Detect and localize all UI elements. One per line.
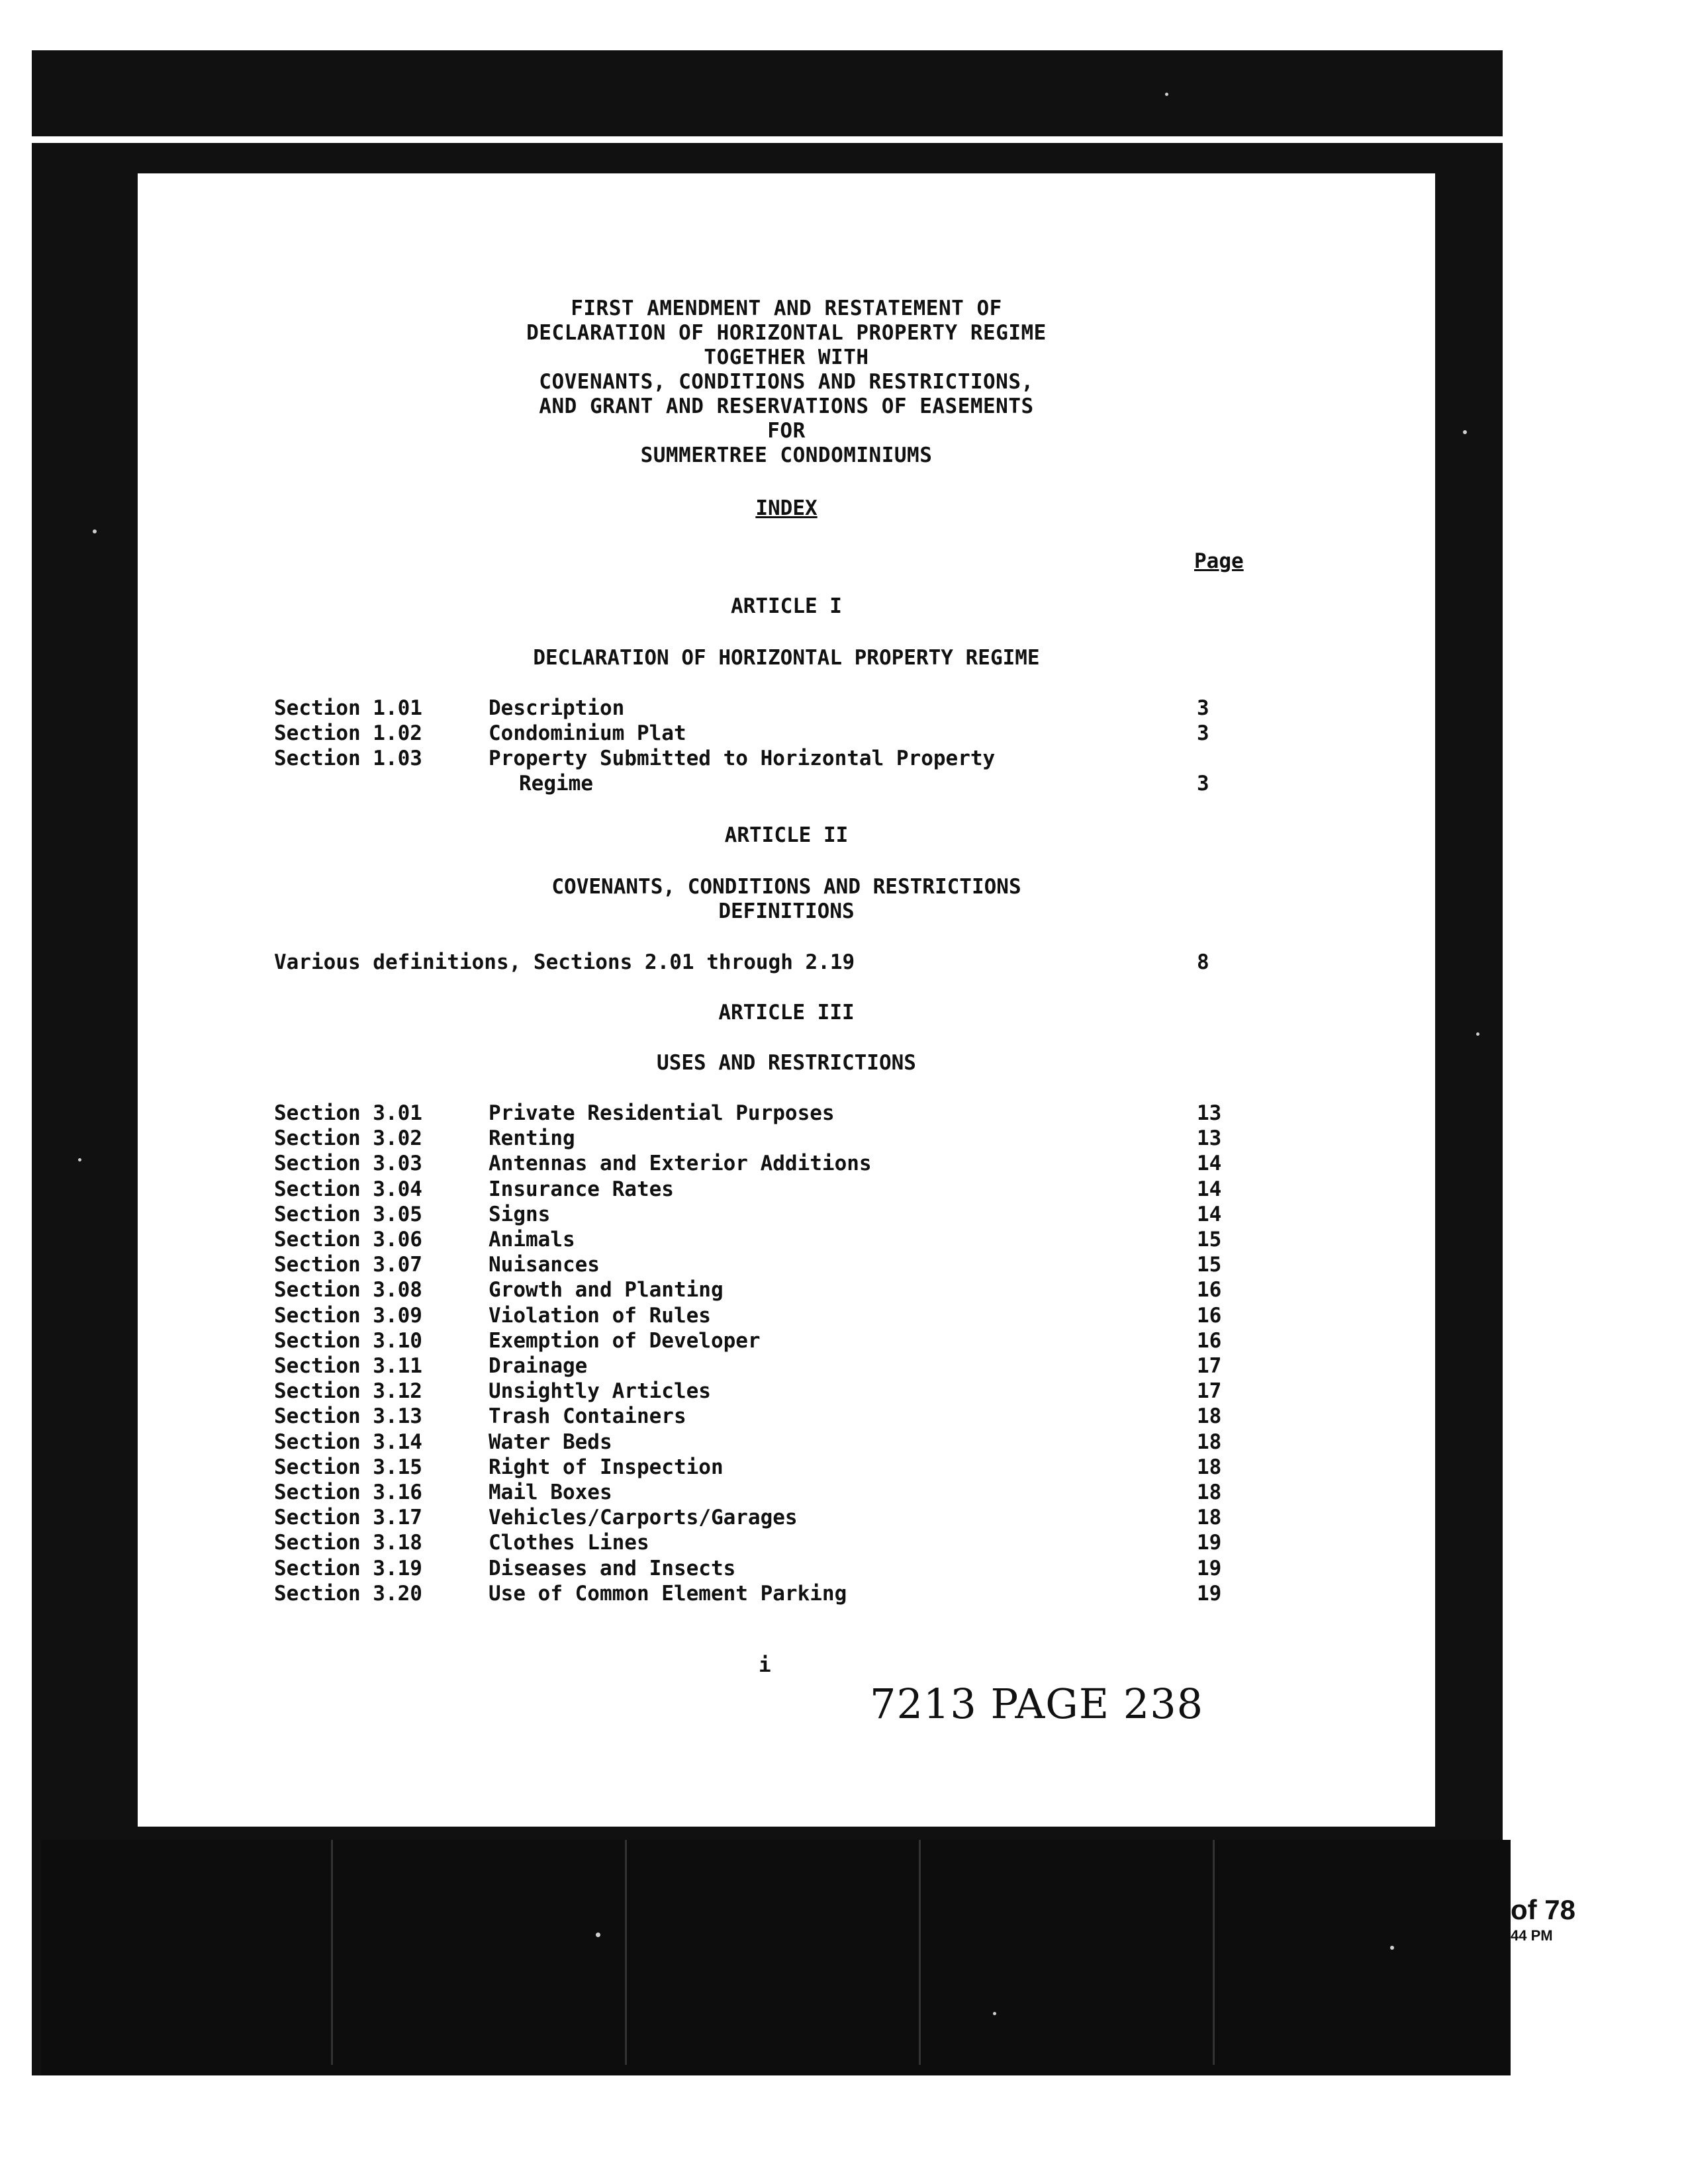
section-title: Unsightly Articles <box>489 1379 711 1404</box>
section-page: 14 <box>1197 1152 1222 1176</box>
section-page: 14 <box>1197 1202 1222 1226</box>
scan-border-bottom <box>41 1840 1511 2075</box>
article-1-label: ARTICLE I <box>731 594 842 618</box>
section-number: Section 1.03 <box>274 747 422 770</box>
section-title: Growth and Planting <box>489 1278 724 1302</box>
title-line: COVENANTS, CONDITIONS AND RESTRICTIONS, <box>539 370 1034 394</box>
section-page: 19 <box>1197 1581 1222 1606</box>
section-page: 3 <box>1197 721 1209 745</box>
section-page: 14 <box>1197 1177 1222 1201</box>
section-title: Insurance Rates <box>489 1177 674 1201</box>
section-page: 18 <box>1197 1404 1222 1429</box>
section-number: Section 3.13 <box>274 1404 422 1429</box>
section-title: Nuisances <box>489 1253 600 1277</box>
scan-border-line <box>32 143 1503 150</box>
section-page: 16 <box>1197 1278 1222 1302</box>
section-number: Section 3.03 <box>274 1152 422 1176</box>
article-3-heading: USES AND RESTRICTIONS <box>657 1051 916 1075</box>
section-title: Renting <box>489 1126 575 1151</box>
section-title: Condominium Plat <box>489 721 686 745</box>
scan-artifact-line <box>331 1840 333 2065</box>
recording-stamp: 7213 PAGE 238 <box>870 1680 1204 1728</box>
section-number: Section 3.06 <box>274 1228 422 1251</box>
section-title: Exemption of Developer <box>489 1328 761 1353</box>
article-2-label: ARTICLE II <box>724 823 849 847</box>
section-title: Trash Containers <box>489 1404 686 1429</box>
section-page: 17 <box>1197 1354 1222 1378</box>
section-page: 13 <box>1197 1126 1222 1151</box>
section-title: Signs <box>489 1202 551 1226</box>
article-2-subheading: DEFINITIONS <box>718 899 855 923</box>
section-number: Section 3.11 <box>274 1354 422 1378</box>
section-page: 16 <box>1197 1303 1222 1328</box>
definitions-entry: Various definitions, Sections 2.01 through 2.19 <box>274 950 855 974</box>
section-title-continued: Regime <box>519 772 593 796</box>
section-number: Section 3.02 <box>274 1126 422 1151</box>
section-number: Section 3.05 <box>274 1202 422 1226</box>
section-title: Description <box>489 696 625 720</box>
article-3-label: ARTICLE III <box>718 1001 855 1024</box>
section-page: 19 <box>1197 1531 1222 1555</box>
section-title: Property Submitted to Horizontal Property <box>489 747 996 770</box>
section-number: Section 3.07 <box>274 1253 422 1277</box>
scan-speck <box>1476 1032 1479 1036</box>
section-number: Section 3.14 <box>274 1430 422 1454</box>
document-page <box>138 173 1435 1827</box>
section-number: Section 1.02 <box>274 721 422 745</box>
viewer-page-count: of 78 <box>1511 1894 1576 1925</box>
title-line: DECLARATION OF HORIZONTAL PROPERTY REGIME <box>526 321 1047 345</box>
section-page: 3 <box>1197 772 1209 796</box>
section-number: Section 3.15 <box>274 1455 422 1479</box>
title-line: SUMMERTREE CONDOMINIUMS <box>640 443 933 467</box>
section-page: 18 <box>1197 1480 1222 1504</box>
section-page: 15 <box>1197 1228 1222 1251</box>
section-page: 3 <box>1197 696 1209 720</box>
scan-speck <box>1390 1946 1394 1950</box>
index-heading: INDEX <box>755 496 818 520</box>
section-title: Use of Common Element Parking <box>489 1581 847 1606</box>
scan-speck <box>78 1158 81 1161</box>
title-line: FIRST AMENDMENT AND RESTATEMENT OF <box>571 296 1002 320</box>
section-number: Section 3.09 <box>274 1303 422 1328</box>
section-page: 16 <box>1197 1328 1222 1353</box>
section-number: Section 3.18 <box>274 1531 422 1555</box>
section-title: Antennas and Exterior Additions <box>489 1152 872 1176</box>
section-title: Right of Inspection <box>489 1455 724 1479</box>
scan-artifact-line <box>919 1840 921 2065</box>
section-number: Section 3.12 <box>274 1379 422 1404</box>
scan-artifact-line <box>625 1840 627 2065</box>
page-column-label: Page <box>1194 549 1244 573</box>
section-number: Section 3.04 <box>274 1177 422 1201</box>
section-title: Vehicles/Carports/Garages <box>489 1506 798 1530</box>
section-number: Section 3.19 <box>274 1556 422 1580</box>
section-number: Section 3.01 <box>274 1101 422 1125</box>
section-title: Water Beds <box>489 1430 612 1454</box>
title-line: TOGETHER WITH <box>704 345 869 369</box>
article-2-heading: COVENANTS, CONDITIONS AND RESTRICTIONS <box>551 875 1021 899</box>
scan-speck <box>1463 430 1467 434</box>
section-title: Private Residential Purposes <box>489 1101 835 1125</box>
section-page: 18 <box>1197 1455 1222 1479</box>
scan-speck <box>93 529 97 533</box>
section-title: Animals <box>489 1228 575 1251</box>
title-line: AND GRANT AND RESERVATIONS OF EASEMENTS <box>539 394 1034 418</box>
section-number: Section 3.20 <box>274 1581 422 1606</box>
section-number: Section 3.16 <box>274 1480 422 1504</box>
section-number: Section 1.01 <box>274 696 422 720</box>
section-number: Section 3.08 <box>274 1278 422 1302</box>
section-page: 18 <box>1197 1506 1222 1530</box>
section-page: 17 <box>1197 1379 1222 1404</box>
scan-speck <box>596 1933 600 1937</box>
section-page: 19 <box>1197 1556 1222 1580</box>
section-title: Drainage <box>489 1354 588 1378</box>
article-1-heading: DECLARATION OF HORIZONTAL PROPERTY REGIME <box>533 646 1040 670</box>
section-page: 15 <box>1197 1253 1222 1277</box>
section-page: 18 <box>1197 1430 1222 1454</box>
scan-speck <box>1165 93 1168 96</box>
section-title: Violation of Rules <box>489 1303 711 1328</box>
section-number: Section 3.17 <box>274 1506 422 1530</box>
scan-artifact-line <box>1213 1840 1215 2065</box>
section-number: Section 3.10 <box>274 1328 422 1353</box>
title-line: FOR <box>767 419 806 443</box>
section-title: Clothes Lines <box>489 1531 649 1555</box>
section-title: Diseases and Insects <box>489 1556 736 1580</box>
document-title <box>138 296 1435 468</box>
section-page: 8 <box>1197 950 1209 974</box>
scan-border-top <box>32 50 1503 136</box>
section-page: 13 <box>1197 1101 1222 1125</box>
scan-speck <box>993 2012 996 2015</box>
page-number: i <box>759 1653 771 1677</box>
viewer-timestamp: 44 PM <box>1511 1927 1553 1944</box>
section-title: Mail Boxes <box>489 1480 612 1504</box>
